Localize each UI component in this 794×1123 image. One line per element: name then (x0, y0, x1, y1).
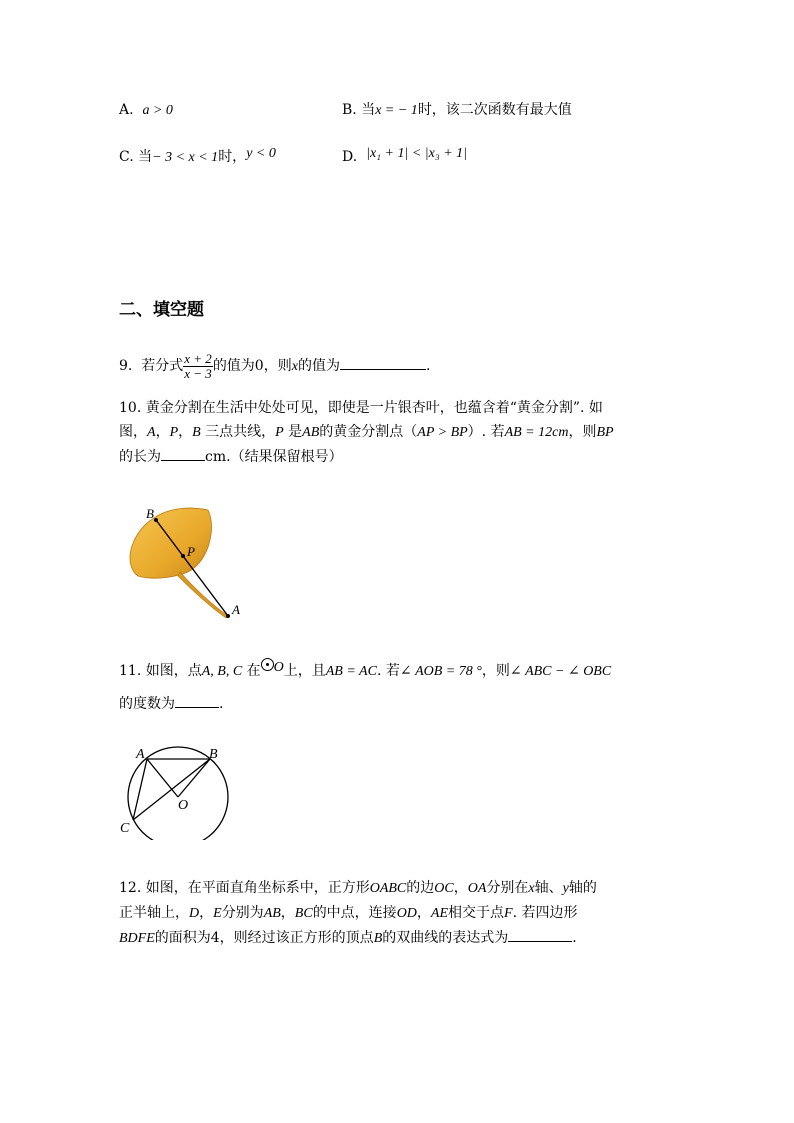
circle-symbol-icon (261, 658, 274, 671)
label-c: C (120, 821, 130, 836)
segment-bo (178, 759, 210, 797)
option-a: A. a > 0 (119, 102, 173, 118)
question-11: 11. 如图，点A, B, C 在 O上，且AB = AC. 若∠ AOB = 78 °，则∠ ABC − ∠ OBC 的度数为 . (119, 660, 612, 712)
label-a: A (232, 602, 240, 617)
ginkgo-leaf-figure (120, 498, 260, 628)
label-p: P (187, 544, 195, 559)
section-title: 二、填空题 (119, 300, 204, 320)
question-9: 9. 若分式 $\frac{x + 2}{x - 3}$ 的值为0，则x的值为 . (119, 350, 431, 381)
answer-blank[interactable] (340, 355, 426, 370)
answer-blank[interactable] (508, 927, 572, 942)
point-p (181, 554, 185, 558)
leaf-stem (178, 572, 228, 618)
answer-blank[interactable] (175, 693, 219, 708)
question-10: 10. 黄金分割在生活中处处可见，即使是一片银杏叶，也蕴含着“黄金分割”. 如 图，A，P，B 三点共线，P 是AB的黄金分割点（AP > BP）. 若AB = 12cm，则BP 的长为 cm.（结果保留根号） (119, 400, 614, 465)
label-b: B (146, 506, 154, 521)
label-a: A (136, 747, 145, 762)
question-12: 12. 如图，在平面直角坐标系中，正方形OABC的边OC，OA分别在x轴、y轴的 正半轴上，D，E分别为AB，BC的中点，连接OD，AE相交于点F. 若四边形 BDFE的面积为4，则经过该正方形的顶点B的双曲线的表达式为 . (119, 880, 597, 946)
point-a (226, 614, 230, 618)
leaf-blade (130, 508, 211, 578)
option-d: D. |x₁ + 1| < |x₃ + 1| (342, 146, 467, 165)
answer-blank[interactable] (161, 446, 205, 461)
label-b: B (209, 747, 218, 762)
point-b (154, 518, 158, 522)
fraction: $\frac{x + 2}{x - 3}$ (184, 350, 212, 381)
label-o: O (178, 798, 189, 813)
segment-ao (147, 759, 178, 797)
option-c: C. 当− 3 < x < 1时，y < 0 (119, 146, 276, 165)
option-b: B. 当x = − 1时，该二次函数有最大值 (342, 102, 572, 118)
circle-figure (116, 740, 241, 840)
